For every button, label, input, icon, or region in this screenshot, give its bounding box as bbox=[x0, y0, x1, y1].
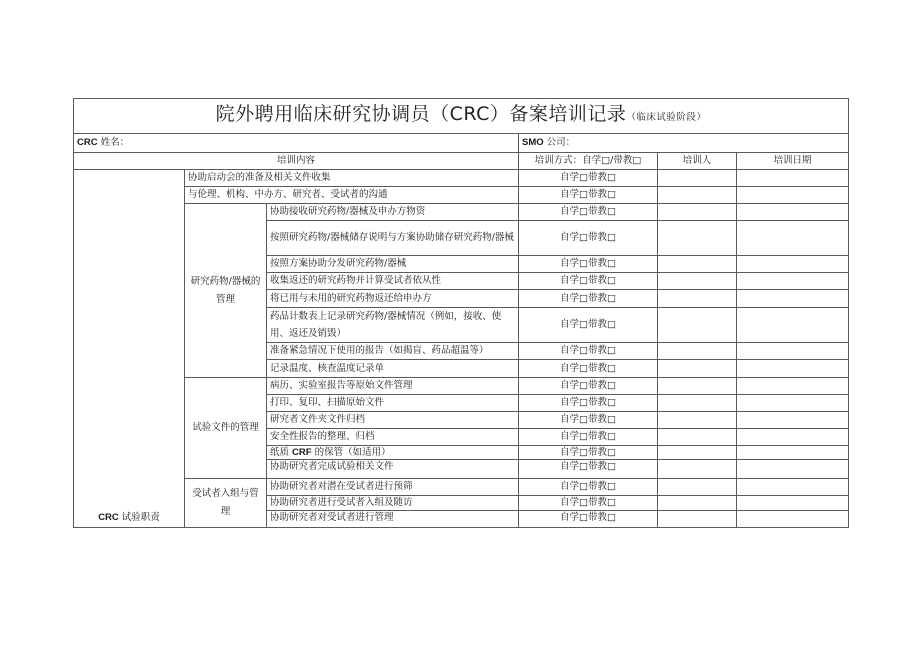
training-item: 按照方案协助分发研究药物/器械 bbox=[267, 256, 519, 273]
method-checkbox[interactable]: 自学□带教□ bbox=[519, 273, 658, 290]
info-row bbox=[74, 134, 849, 153]
training-item: 研究者文件夹文件归档 bbox=[267, 412, 519, 429]
training-record-form bbox=[73, 98, 848, 528]
method-checkbox[interactable]: 自学□带教□ bbox=[519, 343, 658, 360]
training-item: 打印、复印、扫描原始文件 bbox=[267, 395, 519, 412]
table-row bbox=[74, 187, 849, 204]
trainer-cell[interactable] bbox=[658, 204, 737, 221]
date-cell[interactable] bbox=[737, 429, 849, 446]
trainer-cell[interactable] bbox=[658, 412, 737, 429]
training-item: 协助启动会的准备及相关文件收集 bbox=[185, 170, 519, 187]
table-row bbox=[74, 378, 849, 395]
method-checkbox[interactable]: 自学□带教□ bbox=[519, 460, 658, 479]
date-cell[interactable] bbox=[737, 204, 849, 221]
title-subtitle: （临床试验阶段） bbox=[626, 112, 707, 123]
method-checkbox[interactable]: 自学□带教□ bbox=[519, 412, 658, 429]
crc-name-field[interactable] bbox=[74, 134, 519, 153]
training-item bbox=[267, 446, 519, 460]
date-cell[interactable] bbox=[737, 479, 849, 496]
training-item: 协助研究者进行受试者入组及随访 bbox=[267, 496, 519, 511]
trainer-cell[interactable] bbox=[658, 460, 737, 479]
method-checkbox[interactable]: 自学□带教□ bbox=[519, 256, 658, 273]
training-item: 安全性报告的整理、归档 bbox=[267, 429, 519, 446]
trainer-cell[interactable] bbox=[658, 187, 737, 204]
smo-label-bold: SMO bbox=[522, 137, 544, 148]
title-row bbox=[74, 99, 849, 134]
date-cell[interactable] bbox=[737, 395, 849, 412]
training-item: 药品计数表上记录研究药物/器械情况（例如，接收、使用、返还及销毁） bbox=[267, 308, 519, 343]
method-checkbox[interactable]: 自学□带教□ bbox=[519, 446, 658, 460]
method-checkbox[interactable]: 自学□带教□ bbox=[519, 308, 658, 343]
table-row bbox=[74, 204, 849, 221]
method-checkbox[interactable]: 自学□带教□ bbox=[519, 290, 658, 308]
header-trainer: 培训人 bbox=[658, 153, 737, 170]
table-row bbox=[74, 170, 849, 187]
crc-name-label-bold: CRC bbox=[77, 137, 98, 148]
smo-company-field[interactable] bbox=[519, 134, 849, 153]
document-title bbox=[74, 99, 849, 134]
trainer-cell[interactable] bbox=[658, 479, 737, 496]
date-cell[interactable] bbox=[737, 170, 849, 187]
trainer-cell[interactable] bbox=[658, 496, 737, 511]
smo-label: 公司： bbox=[543, 137, 576, 148]
table-row bbox=[74, 479, 849, 496]
training-item: 协助研究者对受试者进行管理 bbox=[267, 511, 519, 528]
method-checkbox[interactable]: 自学□带教□ bbox=[519, 496, 658, 511]
training-item: 协助研究者完成试验相关文件 bbox=[267, 460, 519, 479]
method-checkbox[interactable]: 自学□带教□ bbox=[519, 170, 658, 187]
training-item: 将已用与未用的研究药物返还给申办方 bbox=[267, 290, 519, 308]
date-cell[interactable] bbox=[737, 221, 849, 256]
method-checkbox[interactable]: 自学□带教□ bbox=[519, 429, 658, 446]
date-cell[interactable] bbox=[737, 273, 849, 290]
date-cell[interactable] bbox=[737, 378, 849, 395]
header-date: 培训日期 bbox=[737, 153, 849, 170]
category-drug-management: 研究药物/器械的管理 bbox=[185, 204, 267, 378]
training-item: 按照研究药物/器械储存说明与方案协助储存研究药物/器械 bbox=[267, 221, 519, 256]
training-item: 病历、实验室报告等原始文件管理 bbox=[267, 378, 519, 395]
method-checkbox[interactable]: 自学□带教□ bbox=[519, 360, 658, 378]
training-item: 收集返还的研究药物并计算受试者依从性 bbox=[267, 273, 519, 290]
duty-label-text: 试验职责 bbox=[118, 512, 160, 523]
trainer-cell[interactable] bbox=[658, 290, 737, 308]
date-cell[interactable] bbox=[737, 412, 849, 429]
date-cell[interactable] bbox=[737, 460, 849, 479]
training-item: 协助接收研究药物/器械及申办方物资 bbox=[267, 204, 519, 221]
header-content: 培训内容 bbox=[74, 153, 519, 170]
date-cell[interactable] bbox=[737, 360, 849, 378]
trainer-cell[interactable] bbox=[658, 170, 737, 187]
training-item: 协助研究者对潜在受试者进行预筛 bbox=[267, 479, 519, 496]
crc-duty-label bbox=[74, 170, 185, 528]
trainer-cell[interactable] bbox=[658, 429, 737, 446]
date-cell[interactable] bbox=[737, 187, 849, 204]
method-checkbox[interactable]: 自学□带教□ bbox=[519, 221, 658, 256]
trainer-cell[interactable] bbox=[658, 360, 737, 378]
training-item: 准备紧急情况下使用的报告（如揭盲、药品超温等） bbox=[267, 343, 519, 360]
trainer-cell[interactable] bbox=[658, 256, 737, 273]
date-cell[interactable] bbox=[737, 256, 849, 273]
crc-name-label: 姓名： bbox=[97, 137, 130, 148]
item-text-post: 的保管（如适用） bbox=[311, 447, 391, 458]
trainer-cell[interactable] bbox=[658, 511, 737, 528]
method-checkbox[interactable]: 自学□带教□ bbox=[519, 395, 658, 412]
trainer-cell[interactable] bbox=[658, 221, 737, 256]
method-checkbox[interactable]: 自学□带教□ bbox=[519, 204, 658, 221]
training-item: 记录温度、核查温度记录单 bbox=[267, 360, 519, 378]
trainer-cell[interactable] bbox=[658, 378, 737, 395]
training-item: 与伦理、机构、中办方、研究者、受试者的沟通 bbox=[185, 187, 519, 204]
header-row bbox=[74, 153, 849, 170]
date-cell[interactable] bbox=[737, 496, 849, 511]
method-checkbox[interactable]: 自学□带教□ bbox=[519, 511, 658, 528]
trainer-cell[interactable] bbox=[658, 308, 737, 343]
method-checkbox[interactable]: 自学□带教□ bbox=[519, 187, 658, 204]
trainer-cell[interactable] bbox=[658, 343, 737, 360]
training-record-table bbox=[73, 98, 849, 528]
trainer-cell[interactable] bbox=[658, 446, 737, 460]
method-checkbox[interactable]: 自学□带教□ bbox=[519, 479, 658, 496]
category-file-management: 试验文件的管理 bbox=[185, 378, 267, 479]
date-cell[interactable] bbox=[737, 290, 849, 308]
date-cell[interactable] bbox=[737, 308, 849, 343]
category-subject-management: 受试者入组与管理 bbox=[185, 479, 267, 528]
title-text: 院外聘用临床研究协调员（CRC）备案培训记录 bbox=[215, 103, 627, 125]
date-cell[interactable] bbox=[737, 446, 849, 460]
date-cell[interactable] bbox=[737, 343, 849, 360]
trainer-cell[interactable] bbox=[658, 395, 737, 412]
item-text-pre: 纸质 bbox=[270, 447, 293, 458]
date-cell[interactable] bbox=[737, 511, 849, 528]
header-method: 培训方式：自学□/带教□ bbox=[519, 153, 658, 170]
method-checkbox[interactable]: 自学□带教□ bbox=[519, 378, 658, 395]
trainer-cell[interactable] bbox=[658, 273, 737, 290]
item-text-crf: CRF bbox=[292, 447, 312, 458]
duty-label-bold: CRC bbox=[98, 512, 119, 523]
